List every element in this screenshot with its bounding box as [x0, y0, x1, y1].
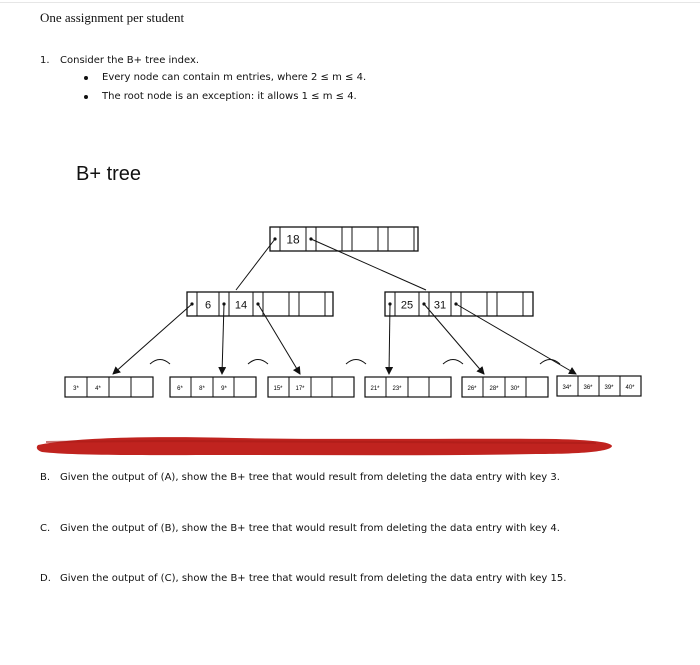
root-node: [270, 227, 418, 251]
inner-left-key: 14: [234, 299, 248, 312]
bullet-text: The root node is an exception: it allows 1 ≤ m ≤ 4.: [102, 91, 357, 102]
leaf-node: [170, 377, 256, 397]
inner-node-left: [187, 292, 333, 316]
leaf-entry: 8*: [199, 386, 205, 392]
question-c: [40, 523, 560, 534]
leaf-entry: 36*: [583, 385, 593, 391]
leaf-entry: 40*: [625, 385, 635, 391]
question-1-text: Consider the B+ tree index.: [60, 55, 200, 66]
question-c-label: C.: [40, 523, 51, 534]
leaf-entry: 17*: [295, 386, 305, 392]
leaf-entry: 28*: [489, 386, 499, 392]
leaf-entry: 3*: [73, 386, 79, 392]
question-b: [40, 472, 560, 483]
inner-left-key: 6: [204, 299, 212, 312]
leaf-node: [268, 377, 354, 397]
leaf-node: [365, 377, 451, 397]
question-c-text: Given the output of (B), show the B+ tree that would result from deleting the data entry with key 4.: [60, 523, 560, 534]
question-b-label: B.: [40, 472, 51, 483]
question-b-text: Given the output of (A), show the B+ tree that would result from deleting the data entry with key 3.: [60, 472, 560, 483]
tree-title: B+ tree: [76, 163, 142, 185]
leaf-node: [557, 376, 641, 396]
question-d-label: D.: [40, 573, 51, 584]
bullet-text: Every node can contain m entries, where 2 ≤ m ≤ 4.: [102, 72, 367, 83]
question-d: [40, 573, 566, 584]
redaction-mark: [36, 432, 616, 460]
leaf-entry: 34*: [562, 385, 572, 391]
leaf-entry: 30*: [510, 386, 520, 392]
leaf-entry: 6*: [177, 386, 183, 392]
leaf-node: [65, 377, 153, 397]
question-d-text: Given the output of (C), show the B+ tree that would result from deleting the data entry with key 15.: [60, 573, 567, 584]
inner-right-key: 25: [400, 299, 414, 312]
leaf-entry: 23*: [392, 386, 402, 392]
inner-node-right: [385, 292, 533, 316]
document-heading: One assignment per student: [40, 10, 185, 25]
leaf-entry: 21*: [370, 386, 380, 392]
leaf-entry: 39*: [604, 385, 614, 391]
root-key: 18: [286, 232, 300, 247]
leaf-entry: 9*: [221, 386, 227, 392]
leaf-entry: 15*: [273, 386, 283, 392]
inner-right-key: 31: [433, 299, 447, 312]
question-1-number: 1.: [40, 55, 50, 66]
leaf-entry: 26*: [467, 386, 477, 392]
leaf-entry: 4*: [95, 386, 101, 392]
leaf-node: [462, 377, 548, 397]
